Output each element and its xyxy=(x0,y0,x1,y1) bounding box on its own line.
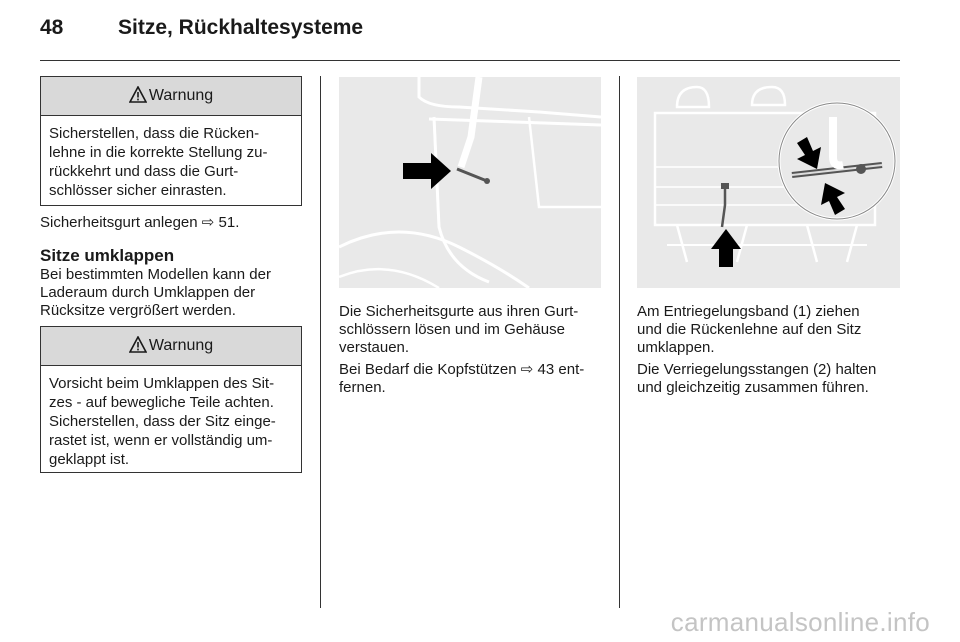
column-divider-1 xyxy=(320,76,321,608)
seatbelt-stow-illustration xyxy=(339,77,601,288)
warning-triangle-icon xyxy=(129,330,147,368)
body-line: Die Sicherheitsgurte aus ihren Gurt- xyxy=(339,303,579,320)
page-title: Sitze, Rückhaltesysteme xyxy=(118,16,364,39)
reference-page: 51. xyxy=(218,214,240,231)
warning-body xyxy=(41,366,301,479)
page-ref-arrow-icon: ⇨ xyxy=(520,361,534,378)
warning-line: Sicherstellen, dass der Sitz einge- xyxy=(49,413,276,430)
body-line: Am Entriegelungsband (1) ziehen xyxy=(637,303,860,320)
watermark: carmanualsonline.info xyxy=(670,607,930,637)
warning-line: rastet ist, wenn er vollständig um- xyxy=(49,432,273,449)
warning-line: Vorsicht beim Umklappen des Sit- xyxy=(49,375,275,392)
warning-triangle-icon xyxy=(129,80,147,118)
section-body xyxy=(40,266,271,320)
warning-line: rückkehrt und dass die Gurt- xyxy=(49,163,239,180)
warning-line: geklappt ist. xyxy=(49,451,130,468)
section-heading: Sitze umklappen xyxy=(40,246,175,265)
page-header xyxy=(40,16,900,60)
page-number: 48 xyxy=(40,16,64,39)
body-line: fernen. xyxy=(339,379,386,396)
column-divider-2 xyxy=(619,76,620,608)
header-rule xyxy=(40,60,900,61)
body-line xyxy=(339,361,584,379)
body-line: Rücksitze vergrößert werden. xyxy=(40,302,236,319)
body-line: umklappen. xyxy=(637,339,715,356)
seatbelt-reference xyxy=(40,214,239,232)
reference-page: 43 ent- xyxy=(537,361,585,378)
rear-seat-fold-illustration xyxy=(637,77,900,288)
warning-header xyxy=(41,77,301,116)
warning-box-2 xyxy=(40,326,302,473)
warning-heading: Warnung xyxy=(148,87,214,104)
body-line: schlössern lösen und im Gehäuse xyxy=(339,321,565,338)
warning-line: zes - auf bewegliche Teile achten. xyxy=(49,394,274,411)
col3-para2 xyxy=(637,361,876,397)
body-line: und gleichzeitig zusammen führen. xyxy=(637,379,869,396)
body-line: verstauen. xyxy=(339,339,410,356)
body-line: Laderaum durch Umklappen der xyxy=(40,284,256,301)
warning-line: Sicherstellen, dass die Rücken- xyxy=(49,125,260,142)
col2-para2 xyxy=(339,361,584,397)
warning-heading: Warnung xyxy=(148,337,214,354)
warning-line: lehne in die korrekte Stellung zu- xyxy=(49,144,268,161)
body-line: Die Verriegelungsstangen (2) halten xyxy=(637,361,877,378)
warning-box-1 xyxy=(40,76,302,206)
warning-header xyxy=(41,327,301,366)
reference-text: Bei Bedarf die Kopfstützen xyxy=(339,361,517,378)
body-line: Bei bestimmten Modellen kann der xyxy=(40,266,271,283)
reference-text: Sicherheitsgurt anlegen xyxy=(40,214,198,231)
warning-line: schlösser sicher einrasten. xyxy=(49,182,227,199)
warning-body xyxy=(41,116,301,210)
col2-para1 xyxy=(339,303,578,357)
col3-para1 xyxy=(637,303,861,357)
page-ref-arrow-icon: ⇨ xyxy=(201,214,215,231)
body-line: und die Rückenlehne auf den Sitz xyxy=(637,321,862,338)
